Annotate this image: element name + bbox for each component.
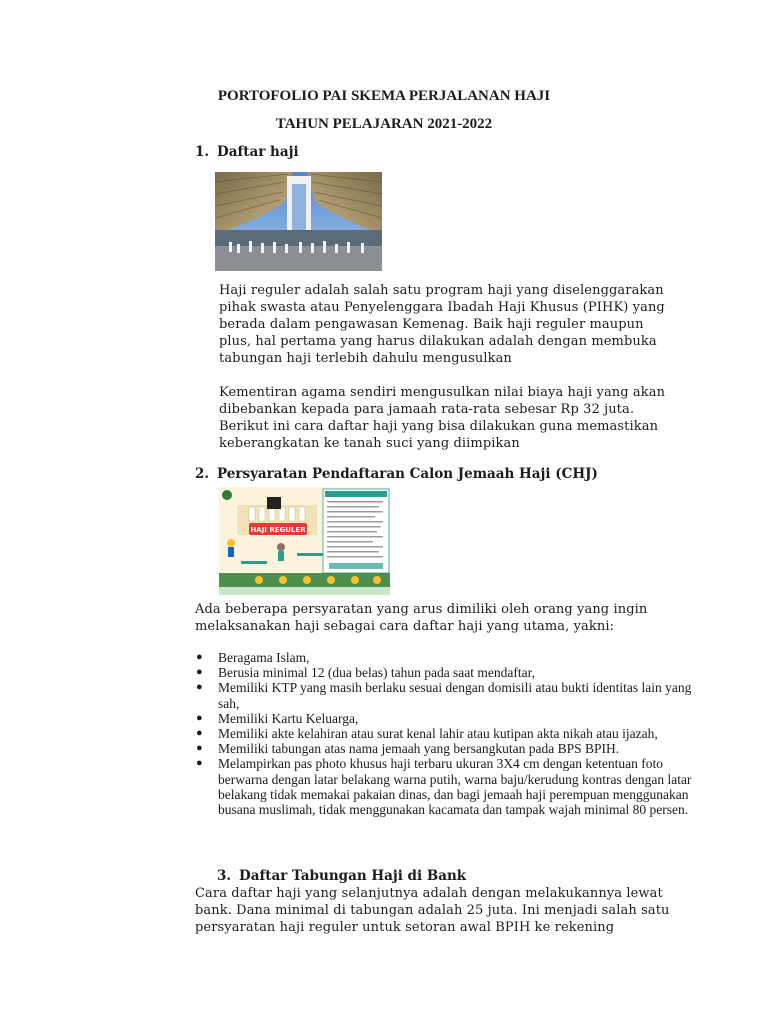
hajj-terminal-photo — [215, 172, 382, 271]
section-2-heading — [195, 466, 598, 482]
section-1-number: 1. — [195, 144, 210, 160]
requirement-item — [196, 756, 696, 817]
bullet-dot-icon: ● — [196, 727, 203, 740]
section-1-paragraph-2: Kementiran agama sendiri mengusulkan nilai biaya haji yang akan dibebankan kepada para jamaah rata-rata sebesar Rp 32 juta. Berikut ini cara daftar haji yang bisa dilakukan guna memastikan keberangkatan ke tanah suci yang diimpikan — [219, 385, 666, 451]
bullet-dot-icon: ● — [196, 742, 203, 755]
requirement-item — [196, 650, 696, 665]
requirement-item — [196, 726, 696, 741]
section-1-heading — [195, 144, 299, 160]
section-3-number: 3. — [217, 868, 232, 884]
bullet-dot-icon: ● — [196, 681, 203, 694]
infographic-illustration — [219, 487, 390, 595]
section-3-heading — [217, 868, 466, 884]
requirement-item — [196, 680, 696, 710]
requirements-list — [196, 650, 696, 817]
section-3-title: Daftar Tabungan Haji di Bank — [239, 868, 467, 884]
kemenag-logo-icon — [222, 490, 232, 500]
hajj-terminal-illustration — [215, 172, 382, 271]
section-2-title: Persyaratan Pendaftaran Calon Jemaah Haji (CHJ) — [217, 466, 598, 482]
requirement-text: Beragama Islam, — [218, 650, 310, 665]
bullet-dot-icon: ● — [196, 757, 203, 770]
requirement-item — [196, 741, 696, 756]
section-2-intro: Ada beberapa persyaratan yang arus dimiliki oleh orang yang ingin melaksanakan haji sebagai cara daftar haji yang utama, yakni: — [195, 602, 648, 634]
requirement-item — [196, 665, 696, 680]
section-1-paragraph-1: Haji reguler adalah salah satu program haji yang diselenggarakan pihak swasta atau Penyelenggara Ibadah Haji Khusus (PIHK) yang berada dalam pengawasan Kemenag. Baik haji reguler maupun plus, hal pertama yang harus dilakukan adalah dengan membuka tabungan haji terlebih dahulu mengusulkan — [219, 283, 665, 366]
requirement-text: Memiliki KTP yang masih berlaku sesuai dengan domisili atau bukti identitas lain yang sah, — [218, 680, 692, 711]
bullet-dot-icon: ● — [196, 711, 203, 724]
requirement-text: Memiliki tabungan atas nama jemaah yang bersangkutan pada BPS BPIH. — [218, 741, 620, 757]
document-subtitle: TAHUN PELAJARAN 2021-2022 — [275, 116, 493, 132]
section-3-body: Cara daftar haji yang selanjutnya adalah dengan melakukannya lewat bank. Dana minimal di tabungan adalah 25 juta. Ini menjadi salah satu persyaratan haji reguler untuk setoran awal BPIH ke rekening — [195, 886, 670, 935]
bullet-dot-icon: ● — [196, 666, 203, 679]
section-1-title: Daftar haji — [217, 144, 299, 160]
bullet-dot-icon: ● — [196, 651, 203, 663]
requirement-text: Memiliki Kartu Keluarga, — [218, 710, 359, 726]
requirement-text: Memiliki akte kelahiran atau surat kenal lahir atau kutipan akta nikah atau ijazah, — [218, 726, 658, 742]
haji-reguler-infographic — [219, 487, 390, 595]
requirement-item — [196, 711, 696, 726]
infographic-title: HAJI REGULER — [250, 526, 306, 534]
document-title: PORTOFOLIO PAI SKEMA PERJALANAN HAJI — [217, 88, 551, 104]
section-1-body — [219, 282, 679, 452]
requirement-text: Berusia minimal 12 (dua belas) tahun pada saat mendaftar, — [218, 665, 535, 681]
requirement-text: Melampirkan pas photo khusus haji terbaru ukuran 3X4 cm dengan ketentuan foto berwarna dengan latar belakang warna putih, warna baju/kerudung kontras dengan latar belakang tidak memakai pakaian dinas, dan bagi jemaah haji perempuan menggunakan busana muslimah, tidak menggunakan kacamata dan tampak wajah minimal 80 persen. — [218, 756, 692, 818]
section-2-number: 2. — [195, 466, 210, 482]
